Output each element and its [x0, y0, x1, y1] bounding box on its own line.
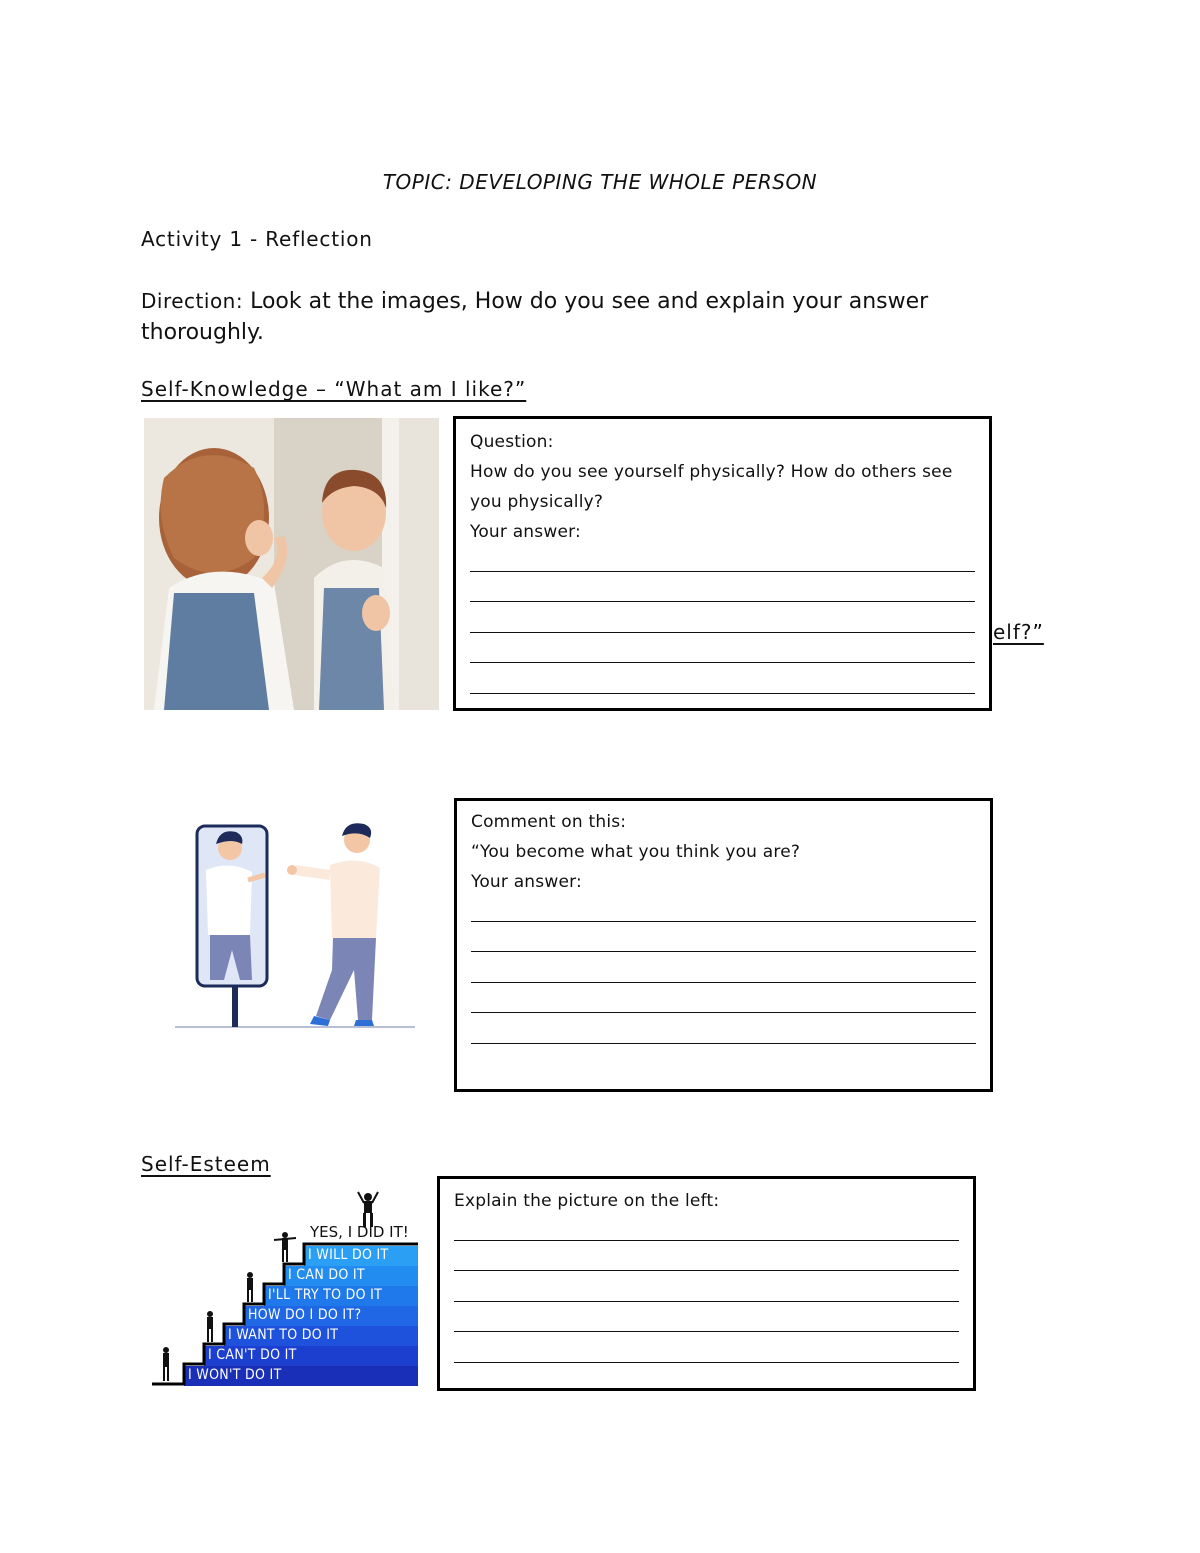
answer-label: Your answer:: [471, 872, 582, 892]
self-esteem-heading: Self-Esteem: [141, 1152, 271, 1176]
stair-step-label: I WANT TO DO IT: [228, 1327, 339, 1343]
answer-line[interactable]: [471, 982, 976, 983]
answer-line[interactable]: [471, 1043, 976, 1044]
stair-step-label: I'LL TRY TO DO IT: [268, 1287, 383, 1303]
answer-line[interactable]: [470, 601, 975, 602]
question-label: Question:: [470, 432, 554, 452]
answer-line[interactable]: [470, 693, 975, 694]
stair-step-label: I WON'T DO IT: [188, 1367, 282, 1383]
answer-line[interactable]: [454, 1331, 959, 1332]
stair-step-label: HOW DO I DO IT?: [248, 1307, 362, 1323]
activity-heading: Activity 1 - Reflection: [141, 227, 373, 251]
comment-box: [454, 798, 993, 1092]
answer-line[interactable]: [454, 1270, 959, 1271]
answer-label: Your answer:: [470, 522, 581, 542]
self-knowledge-heading: Self-Knowledge – “What am I like?”: [141, 377, 527, 401]
question-text: How do you see yourself physically? How do others see you physically?: [470, 462, 953, 512]
answer-line[interactable]: [470, 662, 975, 663]
staircase-illustration: [150, 1190, 422, 1390]
answer-line[interactable]: [470, 571, 975, 572]
child-mirror-photo: [144, 418, 439, 710]
answer-line[interactable]: [454, 1240, 959, 1241]
comment-quote: “You become what you think you are?: [471, 842, 801, 862]
comment-label: Comment on this:: [471, 812, 627, 832]
explain-box: [437, 1176, 976, 1391]
answer-line[interactable]: [471, 921, 976, 922]
stair-step-label: I WILL DO IT: [308, 1247, 389, 1263]
direction-label: Direction:: [141, 289, 244, 313]
question-box-1: [453, 416, 992, 711]
explain-label: Explain the picture on the left:: [454, 1191, 720, 1211]
stair-step-label: I CAN DO IT: [288, 1267, 365, 1283]
answer-line[interactable]: [471, 1012, 976, 1013]
answer-line[interactable]: [454, 1362, 959, 1363]
stair-top-label: YES, I DID IT!: [310, 1223, 409, 1241]
direction-text: [141, 286, 1041, 348]
answer-line[interactable]: [470, 632, 975, 633]
direction-body: Look at the images, How do you see and explain your answer thoroughly.: [141, 289, 929, 345]
page-title: TOPIC: DEVELOPING THE WHOLE PERSON: [382, 170, 818, 194]
mirror-illustration: [170, 820, 420, 1032]
answer-line[interactable]: [454, 1301, 959, 1302]
answer-line[interactable]: [471, 951, 976, 952]
overlapped-heading-fragment: elf?”: [993, 620, 1044, 644]
stair-step-label: I CAN'T DO IT: [208, 1347, 297, 1363]
